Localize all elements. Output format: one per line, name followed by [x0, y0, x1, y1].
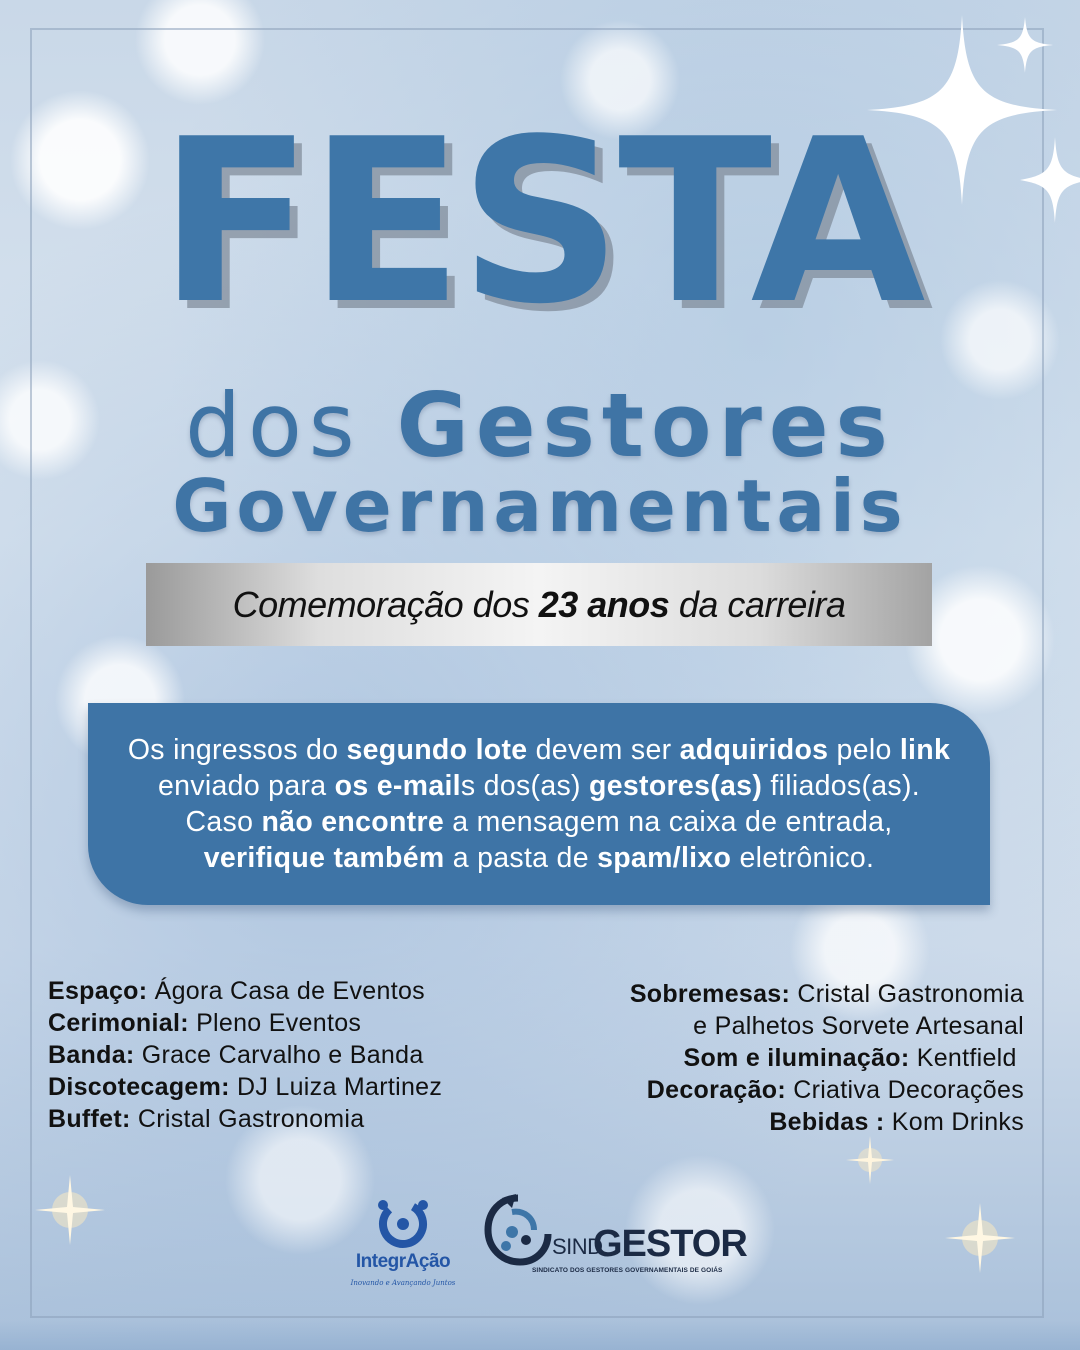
- ticket-info-box: [88, 703, 990, 905]
- credit-label: Cerimonial:: [48, 1009, 189, 1037]
- credit-value: Criativa Decorações: [785, 1076, 1024, 1104]
- info-emphasis: spam/lixo: [597, 842, 732, 874]
- banner-prefix: Comemoração dos: [232, 583, 530, 625]
- title-dos: dos: [185, 374, 362, 477]
- title-governamentais: Governamentais: [172, 464, 908, 548]
- info-text-part: enviado para: [158, 770, 335, 802]
- sindgestor-main: GESTOR: [593, 1223, 747, 1265]
- info-emphasis: adquiridos: [679, 734, 829, 766]
- banner-suffix: da carreira: [678, 583, 846, 625]
- glow-sparkle-icon: [30, 1170, 110, 1250]
- credit-value: DJ Luiza Martinez: [229, 1073, 443, 1101]
- credits-left-column: [48, 975, 518, 1135]
- credit-value: Cristal Gastronomia: [790, 980, 1024, 1008]
- credit-value: Kom Drinks: [884, 1108, 1024, 1136]
- glow-sparkle-icon: [840, 1130, 900, 1190]
- integracao-name: IntegrAção: [355, 1251, 451, 1272]
- sindgestor-logo: [480, 1190, 747, 1280]
- info-emphasis: os e-mail: [334, 770, 461, 802]
- credit-bebidas: [544, 1106, 1024, 1138]
- anniversary-text: [233, 584, 846, 626]
- sindgestor-prefix: SIND: [552, 1234, 603, 1259]
- integracao-emblem-icon: [371, 1193, 435, 1253]
- info-emphasis: gestores(as): [589, 770, 763, 802]
- info-text-part: pelo: [828, 734, 900, 766]
- info-emphasis: link: [899, 734, 951, 766]
- credit-decoracao: [544, 1074, 1024, 1106]
- credits-right-column: [544, 978, 1024, 1138]
- info-text-part: s dos(as): [460, 770, 590, 802]
- info-text-part: filiados(as). Caso: [185, 770, 920, 838]
- info-text-part: a mensagem na caixa de entrada,: [444, 806, 893, 838]
- credit-buffet: [48, 1103, 518, 1135]
- credit-value: Kentfield: [909, 1044, 1017, 1072]
- credit-label: Espaço:: [48, 977, 148, 1005]
- info-text-part: a pasta de: [444, 842, 598, 874]
- credit-espaco: [48, 975, 518, 1007]
- festa-title: FESTA: [158, 91, 922, 354]
- integracao-tagline: Inovando e Avançando Juntos: [350, 1279, 456, 1287]
- credit-label: Discotecagem:: [48, 1073, 230, 1101]
- credit-label: Buffet:: [48, 1105, 131, 1133]
- credit-cerimonial: [48, 1007, 518, 1039]
- ticket-info-text: [124, 732, 954, 876]
- credit-sobremesas-continued: e Palhetos Sorvete Artesanal: [693, 1012, 1024, 1040]
- sindgestor-emblem-icon: [482, 1190, 554, 1270]
- credit-value: Grace Carvalho e Banda: [134, 1041, 424, 1069]
- credit-value: Pleno Eventos: [188, 1009, 362, 1037]
- credit-value: Ágora Casa de Eventos: [147, 977, 425, 1005]
- credit-label: Sobremesas:: [629, 980, 791, 1008]
- info-text-part: Os ingressos do: [127, 734, 347, 766]
- bottom-gradient-strip: [0, 1320, 1080, 1350]
- credit-label: Som e iluminação:: [683, 1044, 910, 1072]
- credit-som-iluminacao: [544, 1042, 1024, 1074]
- info-text-part: eletrônico.: [731, 842, 875, 874]
- small-sparkle-icon: [995, 15, 1055, 75]
- credit-sobremesas: [544, 978, 1024, 1010]
- info-text-part: devem ser: [527, 734, 680, 766]
- credit-label: Decoração:: [646, 1076, 786, 1104]
- credit-discotecagem: [48, 1071, 518, 1103]
- credit-banda: [48, 1039, 518, 1071]
- integracao-logo: [338, 1193, 468, 1305]
- credit-value: Cristal Gastronomia: [130, 1105, 365, 1133]
- sindgestor-subtitle: SINDICATO DOS GESTORES GOVERNAMENTAIS DE GOIÁS: [532, 1267, 723, 1274]
- glow-sparkle-icon: [940, 1198, 1020, 1278]
- credit-label: Banda:: [48, 1041, 135, 1069]
- info-emphasis: segundo lote: [346, 734, 528, 766]
- banner-highlight: 23 anos: [538, 583, 670, 625]
- anniversary-banner: [146, 563, 932, 646]
- info-emphasis: não encontre: [261, 806, 445, 838]
- credit-label: Bebidas :: [769, 1108, 885, 1136]
- info-emphasis: verifique também: [203, 842, 445, 874]
- title-gestores: Gestores: [396, 374, 895, 477]
- title-line-dos-gestores: [0, 374, 1080, 477]
